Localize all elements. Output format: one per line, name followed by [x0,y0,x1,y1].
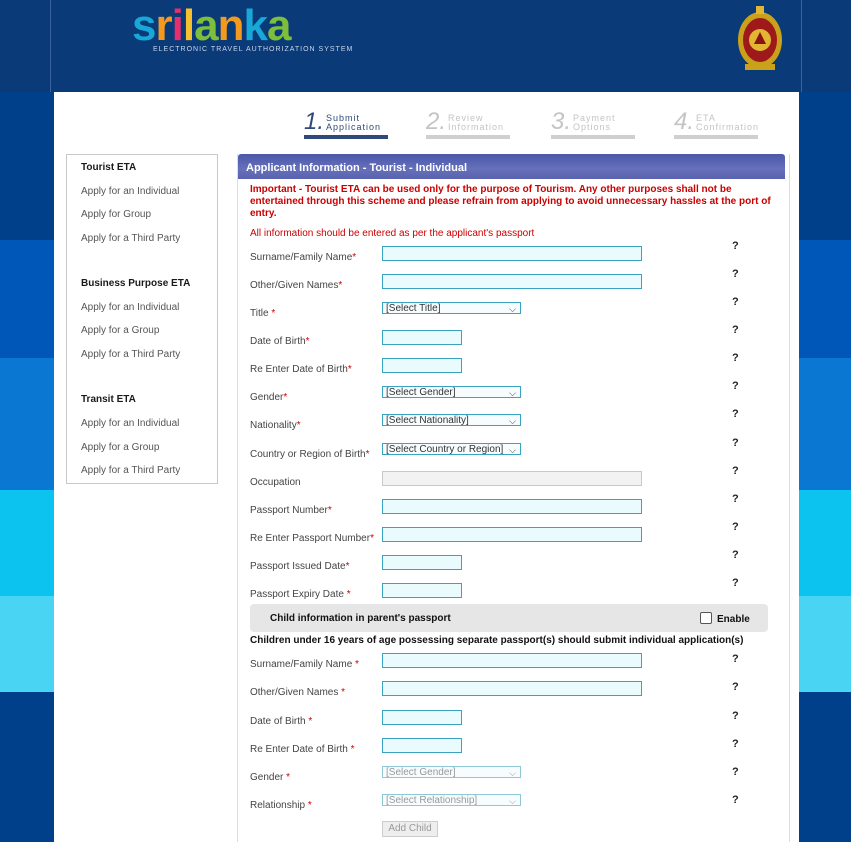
help-icon[interactable]: ? [732,437,739,449]
field-label: Nationality* [250,420,301,431]
row-child-dob-reenter [250,738,790,762]
step-label: ETA Confirmation [696,113,760,132]
sidebar-menu [66,154,218,484]
field-label: Gender * [250,772,291,783]
step-bar [426,135,510,139]
field-label: Surname/Family Name* [250,252,357,263]
row-child-given [250,681,790,705]
row-dob-reenter [250,352,790,382]
child-given-input[interactable] [382,681,642,696]
help-icon[interactable]: ? [732,408,739,420]
field-label: Other/Given Names * [250,687,346,698]
country-birth-select[interactable]: [Select Country or Region] ⌵ [382,443,521,455]
step-number: 1. [304,108,325,135]
logo-letter: a [194,1,218,50]
help-icon[interactable]: ? [732,681,739,693]
logo-letter: s [132,1,156,50]
row-occupation [250,465,790,495]
row-title [250,296,790,326]
help-icon[interactable]: ? [732,794,739,806]
field-label: Occupation [250,477,301,488]
help-icon[interactable]: ? [732,240,739,252]
row-passport-issued [250,549,790,579]
add-child-button[interactable]: Add Child [382,821,438,837]
sidebar-item-transit-group[interactable]: Apply for a Group [81,442,160,453]
help-icon[interactable]: ? [732,352,739,364]
sidebar-group-tourist [81,162,180,245]
chevron-down-icon: ⌵ [509,768,516,778]
logo-letter: a [266,1,291,50]
field-label: Surname/Family Name * [250,659,359,670]
passport-issued-input[interactable] [382,555,462,570]
row-gender [250,380,790,410]
logo-subtitle: ELECTRONIC TRAVEL AUTHORIZATION SYSTEM [153,46,354,53]
child-relationship-select[interactable]: [Select Relationship] ⌵ [382,794,521,806]
field-label: Date of Birth* [250,336,310,347]
step-number: 4. [674,108,695,135]
site-header [0,0,851,92]
step-number: 2. [426,108,447,135]
progress-steps [54,110,799,140]
help-icon[interactable]: ? [732,380,739,392]
sidebar-item-tourist-group[interactable]: Apply for Group [81,209,152,220]
row-child-dob [250,710,790,734]
srilanka-logo[interactable] [132,1,291,50]
child-info-title: Child information in parent's passport [270,613,451,624]
field-label: Passport Issued Date* [250,561,350,572]
chevron-down-icon: ⌵ [509,445,516,455]
emblem-icon [735,4,785,72]
child-note: Children under 16 years of age possessing separate passport(s) should submit individual application(s) [250,635,744,646]
logo-letter: n [217,1,244,50]
step-bar [304,135,388,139]
help-icon[interactable]: ? [732,577,739,589]
row-passport-reenter [250,521,790,551]
chevron-down-icon: ⌵ [509,796,516,806]
chevron-down-icon: ⌵ [509,388,516,398]
sidebar-heading: Tourist ETA [81,162,137,173]
field-label: Country or Region of Birth* [250,449,370,460]
help-icon[interactable]: ? [732,549,739,561]
enable-label: Enable [717,614,750,625]
help-icon[interactable]: ? [732,766,739,778]
help-icon[interactable]: ? [732,493,739,505]
sidebar-heading: Transit ETA [81,394,136,405]
field-label: Re Enter Date of Birth* [250,364,352,375]
field-label: Other/Given Names* [250,280,343,291]
sidebar-heading: Business Purpose ETA [81,278,191,289]
field-label: Passport Number* [250,505,332,516]
help-icon[interactable]: ? [732,653,739,665]
sidebar-item-business-group[interactable]: Apply for a Group [81,325,160,336]
sidebar-item-tourist-third-party[interactable]: Apply for a Third Party [81,233,181,244]
nationality-select[interactable]: [Select Nationality] ⌵ [382,414,521,426]
step-label: Payment Options [573,113,616,132]
main-panel [54,92,799,842]
important-notice: Important - Tourist ETA can be used only for the purpose of Tourism. Any other purposes shall not be entertained through this scheme and please refrain from applying to avoid unnecessary hassles at the port of entry. [250,184,771,219]
child-info-bar [250,604,768,632]
dob-input[interactable] [382,330,462,345]
sidebar-item-tourist-individual[interactable]: Apply for an Individual [81,186,180,197]
field-label: Title * [250,308,276,319]
given-names-input[interactable] [382,274,642,289]
logo-letter: r [155,1,172,50]
help-icon[interactable]: ? [732,465,739,477]
row-passport [250,493,790,523]
passport-number-input[interactable] [382,499,642,514]
sidebar-item-transit-individual[interactable]: Apply for an Individual [81,418,180,429]
logo-letter: i [171,1,183,50]
logo-letter: k [243,1,267,50]
applicant-form [237,154,790,842]
passport-info-note: All information should be entered as per the applicant's passport [250,228,535,239]
sidebar-group-transit [81,394,180,477]
field-label: Re Enter Date of Birth * [250,744,355,755]
passport-reenter-input[interactable] [382,527,642,542]
title-select[interactable]: [Select Title] ⌵ [382,302,521,314]
step-label: Submit Application [326,113,382,132]
field-label: Passport Expiry Date * [250,589,351,600]
child-gender-select[interactable]: [Select Gender] ⌵ [382,766,521,778]
sidebar-item-business-third-party[interactable]: Apply for a Third Party [81,349,181,360]
field-label: Gender* [250,392,288,403]
form-title-bar: Applicant Information - Tourist - Individual [238,154,785,179]
chevron-down-icon: ⌵ [509,416,516,426]
row-surname [250,240,790,270]
row-child-relationship [250,794,790,818]
step-number: 3. [551,108,572,135]
step-label: Review Information [448,113,505,132]
row-given-names [250,268,790,298]
gender-select[interactable]: [Select Gender] ⌵ [382,386,521,398]
child-dob-reenter-input[interactable] [382,738,462,753]
row-dob [250,324,790,354]
field-label: Relationship * [250,800,312,811]
row-child-surname [250,653,790,677]
step-bar [674,135,758,139]
child-dob-input[interactable] [382,710,462,725]
help-icon[interactable]: ? [732,710,739,722]
passport-expiry-input[interactable] [382,583,462,598]
row-nationality [250,408,790,438]
help-icon[interactable]: ? [732,521,739,533]
sidebar-item-transit-third-party[interactable]: Apply for a Third Party [81,465,181,476]
enable-child-checkbox[interactable] [700,612,712,624]
help-icon[interactable]: ? [732,268,739,280]
sidebar-item-business-individual[interactable]: Apply for an Individual [81,302,180,313]
occupation-input[interactable] [382,471,642,486]
help-icon[interactable]: ? [732,738,739,750]
help-icon[interactable]: ? [732,296,739,308]
row-child-gender [250,766,790,790]
row-country-birth [250,437,790,467]
dob-reenter-input[interactable] [382,358,462,373]
surname-input[interactable] [382,246,642,261]
step-bar [551,135,635,139]
help-icon[interactable]: ? [732,324,739,336]
logo-letter: l [182,1,195,50]
sidebar-group-business [81,278,190,361]
field-label: Re Enter Passport Number* [250,533,374,544]
child-surname-input[interactable] [382,653,642,668]
field-label: Date of Birth * [250,716,313,727]
chevron-down-icon: ⌵ [509,304,516,314]
